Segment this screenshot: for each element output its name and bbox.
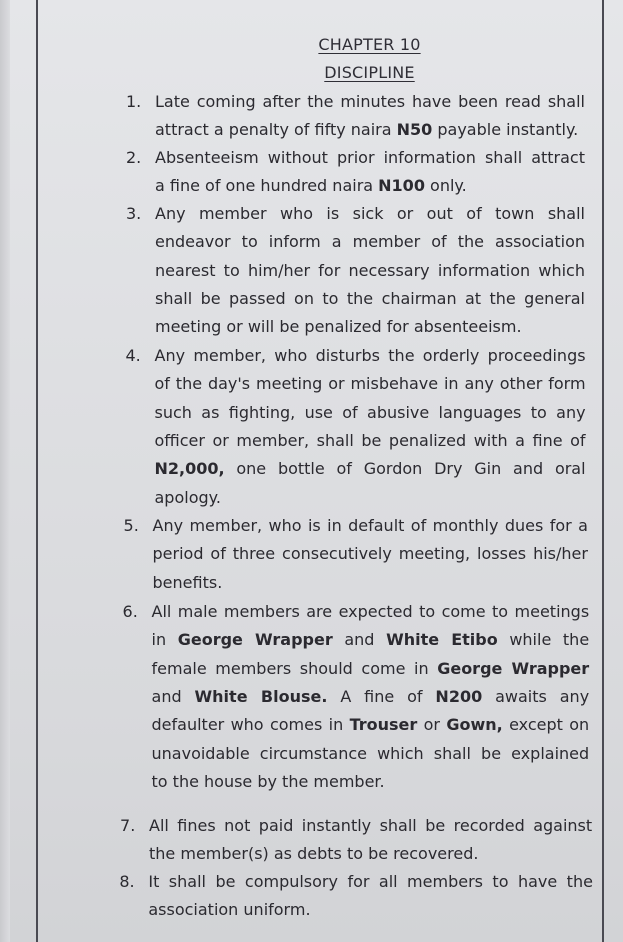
bold-term: White Blouse. <box>194 686 328 706</box>
rule-text-line: Late coming after the minutes have been read shall <box>155 92 585 111</box>
rule-text-line: All fines not paid instantly shall be recorded against <box>149 816 593 835</box>
rule-text-line: It shall be compulsory for all members to have the <box>148 872 593 891</box>
rule-text-line: the member(s) as debts to be recovered. <box>149 844 479 864</box>
bold-term: N100 <box>378 176 425 196</box>
rule-text-line: of the day's meeting or misbehave in any other form <box>154 374 586 394</box>
rule-item <box>0 512 623 597</box>
rule-text-line: Any member who is sick or out of town shall <box>155 204 585 223</box>
rule-item <box>0 342 623 512</box>
rule-text-line: a fine of one hundred naira N100 only. <box>155 176 467 196</box>
rule-text-line: attract a penalty of fifty naira N50 payable instantly. <box>155 120 579 140</box>
bold-term: N50 <box>396 120 433 140</box>
rule-number: 3. <box>126 204 142 223</box>
rule-item <box>0 200 623 342</box>
rule-text-line: apology. <box>154 487 221 507</box>
rule-text-line: to the house by the member. <box>151 771 385 791</box>
rule-item <box>0 144 623 201</box>
rule-number: 2. <box>126 148 142 167</box>
rule-number: 8. <box>119 872 135 891</box>
rule-item <box>0 812 623 869</box>
chapter-heading: CHAPTER 10 <box>318 35 421 54</box>
rule-text-line: nearest to him/her for necessary information which <box>155 260 585 280</box>
rule-text-line: meeting or will be penalized for absenteeism. <box>155 317 522 337</box>
rule-text-line: benefits. <box>152 572 223 592</box>
rule-number: 4. <box>125 346 141 365</box>
rule-text-line: unavoidable circumstance which shall be explained <box>151 743 590 763</box>
rule-text-line: Any member, who disturbs the orderly proceedings <box>154 346 586 365</box>
section-title: DISCIPLINE <box>324 63 415 82</box>
rule-item <box>0 598 623 796</box>
rule-number: 1. <box>126 92 142 111</box>
rule-text-line: N2,000, one bottle of Gordon Dry Gin and oral <box>154 459 586 479</box>
bold-term: N200 <box>435 686 483 706</box>
bold-term: Trouser <box>349 715 418 735</box>
rule-text-line: in George Wrapper and White Etibo while the <box>151 630 590 650</box>
bold-term: George Wrapper <box>177 630 333 650</box>
rule-text-line: Absenteeism without prior information shall attract <box>155 148 585 167</box>
rule-number: 6. <box>122 602 138 621</box>
bold-term: Gown, <box>446 715 503 735</box>
rule-text-line: female members should come in George Wrapper <box>151 658 590 678</box>
rule-text-line: endeavor to inform a member of the association <box>155 232 585 252</box>
bold-term: N2,000, <box>154 459 225 479</box>
rule-text-line: defaulter who comes in Trouser or Gown, except on <box>151 715 590 735</box>
rule-text-line: shall be passed on to the chairman at the general <box>155 288 585 308</box>
rule-text-line: and White Blouse. A fine of N200 awaits any <box>151 686 590 706</box>
rule-item <box>0 88 623 145</box>
rule-number: 7. <box>120 816 136 835</box>
rule-text-line: such as fighting, use of abusive languages to any <box>154 402 586 422</box>
rule-text-line: All male members are expected to come to meetings <box>151 602 590 621</box>
rule-text-line: officer or member, shall be penalized with a fine of <box>154 430 586 450</box>
bold-term: George Wrapper <box>437 658 590 678</box>
rule-text-line: period of three consecutively meeting, losses his/her <box>152 544 588 564</box>
rule-text-line: Any member, who is in default of monthly dues for a <box>152 516 588 535</box>
rule-number: 5. <box>123 516 139 535</box>
bold-term: White Etibo <box>386 630 498 650</box>
rule-text-line: association uniform. <box>148 900 311 920</box>
rule-item <box>0 868 623 925</box>
